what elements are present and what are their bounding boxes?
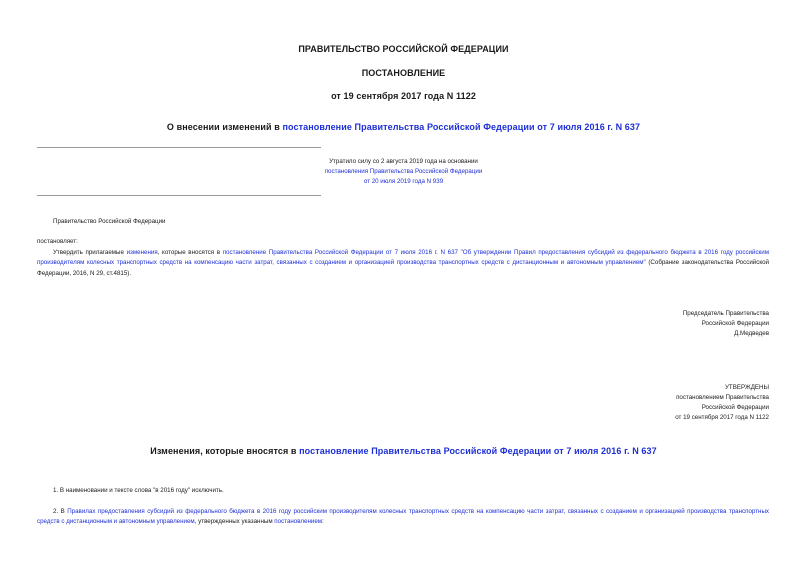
item-2-text-3: : xyxy=(322,518,324,526)
signature-block xyxy=(683,309,769,339)
decree-link[interactable]: постановлением xyxy=(274,518,323,526)
repeal-act-date-link[interactable]: от 20 июля 2019 года N 939 xyxy=(363,178,444,185)
changes-title xyxy=(0,446,807,456)
divider-bottom xyxy=(37,195,321,196)
changes-title-prefix: Изменения, которые вносятся в xyxy=(150,446,300,456)
document-type-heading: ПОСТАНОВЛЕНИЕ xyxy=(361,68,446,78)
signature-name: Д.Медведев xyxy=(734,330,769,337)
approve-text-3: (Собрание законодательства Российской Федерации, 2016, N 29, ст.4815). xyxy=(37,259,769,277)
divider-top xyxy=(37,147,321,148)
approved-label: УТВЕРЖДЕНЫ xyxy=(725,384,769,391)
document-title-prefix: О внесении изменений в xyxy=(166,122,283,132)
status-note xyxy=(0,157,807,187)
approved-by: постановлением Правительства xyxy=(676,394,769,401)
approve-text-1: Утвердить прилагаемые xyxy=(53,249,127,256)
signature-org: Российской Федерации xyxy=(701,320,769,327)
approve-paragraph xyxy=(37,248,769,279)
repeal-act-link[interactable]: постановления Правительства Российской Федерации xyxy=(324,168,483,175)
item-2 xyxy=(37,507,769,528)
document-title xyxy=(0,122,807,132)
rules-link[interactable]: Правилах предоставления субсидий из федерального бюджета в 2016 году российским производителям колесных транспортных средств на компенсацию части затрат, связанных с созданием и организацией производства транспортных средств с дистанционным и автономным управлением xyxy=(37,508,769,526)
changes-link[interactable]: изменения xyxy=(126,249,158,256)
approved-block xyxy=(675,383,769,423)
approve-text-2: , которые вносятся в xyxy=(157,249,223,256)
issuer-text: Правительство Российской Федерации xyxy=(53,218,166,225)
document-date-number: от 19 сентября 2017 года N 1122 xyxy=(331,91,476,101)
decree-637-link[interactable]: постановление Правительства Российской Федерации от 7 июля 2016 г. N 637 "Об утверждении Правил предоставления субсидий из федерального бюджета в 2016 году российским производителям колесных транспортных средств на компенсацию части затрат, связанных с созданием и организацией производства транспортных средств с дистанционным и автономным управлением" xyxy=(37,249,769,267)
item-2-text-1: 2. В xyxy=(53,508,68,515)
government-heading: ПРАВИТЕЛЬСТВО РОССИЙСКОЙ ФЕДЕРАЦИИ xyxy=(298,44,509,54)
approved-org: Российской Федерации xyxy=(701,404,769,411)
approved-date: от 19 сентября 2017 года N 1122 xyxy=(675,414,769,421)
item-2-text-2: , утвержденных указанным xyxy=(194,518,275,526)
item-1: 1. В наименовании и тексте слова "в 2016 году" исключить. xyxy=(53,487,224,494)
signature-position: Председатель Правительства xyxy=(682,310,769,317)
decides-text: постановляет: xyxy=(37,238,78,245)
document-title-link[interactable]: постановление Правительства Российской Федерации от 7 июля 2016 г. N 637 xyxy=(282,122,641,132)
changes-title-link[interactable]: постановление Правительства Российской Федерации от 7 июля 2016 г. N 637 xyxy=(299,446,657,456)
status-note-line: Утратило силу со 2 августа 2019 года на основании xyxy=(329,158,478,165)
